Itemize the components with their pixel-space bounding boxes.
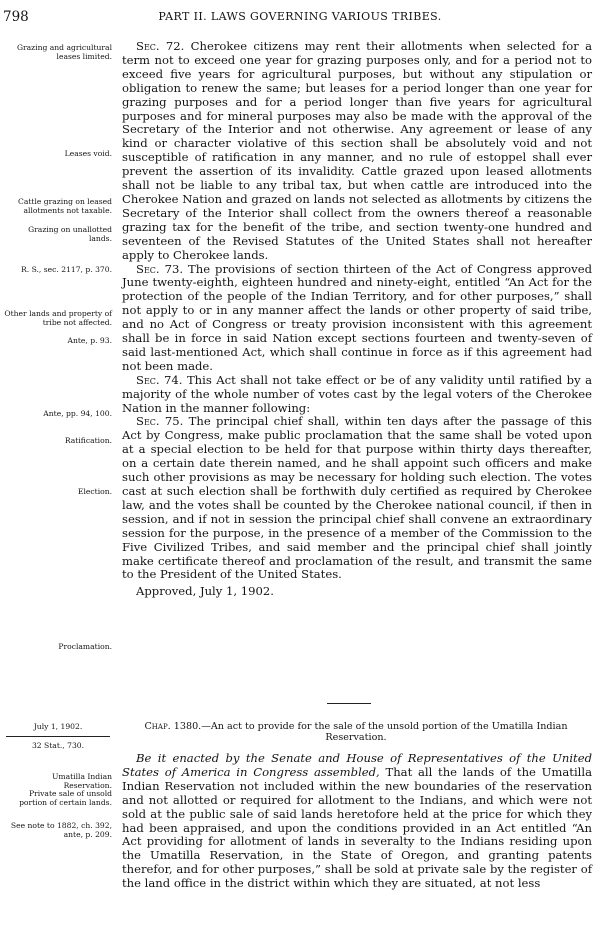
running-title: PART II. LAWS GOVERNING VARIOUS TRIBES.: [158, 10, 442, 23]
margin-note: Grazing and agricultural leases limited.: [16, 43, 112, 61]
margin-note: Ratification.: [64, 436, 112, 445]
section-text: This Act shall not take effect or be of any validity until ratified by a majority of the whole number of votes cast by the legal voters of the Cherokee Nation in the manner following:: [122, 372, 592, 415]
margin-rule: [6, 736, 110, 737]
main-text: [122, 40, 592, 599]
enacting-text: [122, 752, 592, 891]
margin-notes: [0, 0, 118, 932]
enacting-body: That all the lands of the Umatilla Indian Reservation not included within the new boundaries of the reservation and not allotted or required for allotment to the Indians, and which were not sold at the public sale of said lands heretofore held at the price for which they had been appraised, and upon the conditions provided in an Act entitled “An Act providing for allotment of lands in severalty to the Indians residing upon the Umatilla Reservation, in the State of Oregon, and granting patents therefor, and for other purposes,” shall be sold at private sale by the register of the land office in the district within which they are situated, at not less: [122, 764, 593, 891]
section-text: Cherokee citizens may rent their allotments when selected for a term not to exceed one year for grazing purposes only, and for a period not to exceed five years for agricultural purposes, but without any stipulation or obligation to renew the same; but leases for a period longer than one year for grazing purposes and for a period longer than five years for agricultural purposes and for mineral purposes may also be made with the approval of the Secretary of the Interior and not otherwise. Any agreement or lease of any kind or character violative of this section shall be absolutely void and not susceptible of ratification in any manner, and no rule of estoppel shall ever prevent the assertion of its invalidity. Cattle grazed upon leased allotments shall not be liable to any tribal tax, but when cattle are introduced into the Cherokee Nation and grazed on lands not selected as allotments by citizens the Secretary of the Interior shall collect from the owners thereof a reasonable grazing tax for the benefit of the tribe, and section twenty-one hundred and seventeen of the Revised Statutes of the United States shall not hereafter apply to Cherokee lands.: [122, 39, 593, 262]
section-72: [122, 40, 592, 263]
chapter-title: —An act to provide for the sale of the unsold portion of the Umatilla Indian Reservation.: [201, 721, 568, 743]
enacting-clause: Be it enacted by the Senate and House of Representatives of the United States of America in Congress assembled,: [122, 751, 592, 779]
section-text: The provisions of section thirteen of the Act of Congress approved June twenty-eighth, eighteen hundred and ninety-eight, entitled “An Act for the protection of the people of the Indian Territory, and for other purposes,” shall not apply to or in any manner affect the lands or other property of said tribe, and no Act of Congress or treaty provision inconsistent with this agreement shall be in force in said Nation except sections fourteen and twenty-seven of said last-mentioned Act, which shall continue in force as if this agreement had not been made.: [122, 261, 592, 373]
section-74: [122, 374, 592, 416]
page-number: 798: [3, 9, 29, 25]
section-label: Sec. 73.: [136, 261, 184, 276]
section-75: [122, 415, 592, 582]
margin-note: Ante, p. 93.: [67, 336, 112, 345]
section-73: [122, 263, 592, 374]
margin-note: Grazing on unallotted lands.: [28, 225, 112, 243]
margin-note: Private sale of unsold portion of certain lands.: [19, 789, 112, 807]
section-label: Sec. 72.: [136, 39, 185, 53]
margin-note: Leases void.: [64, 149, 112, 158]
section-label: Sec. 74.: [136, 372, 183, 387]
margin-note: See note to 1882, ch. 392, ante, p. 209.: [10, 821, 112, 839]
margin-note-date: July 1, 1902.: [33, 722, 83, 731]
margin-note-statute: 32 Stat., 730.: [31, 741, 85, 750]
margin-note: Election.: [77, 487, 112, 496]
margin-note: Other lands and property of tribe not affected.: [4, 309, 112, 327]
divider-rule: [327, 703, 371, 704]
margin-note: Ante, pp. 94, 100.: [43, 409, 112, 418]
margin-note: Umatilla Indian Reservation.: [51, 772, 112, 790]
margin-note: R. S., sec. 2117, p. 370.: [21, 265, 112, 274]
chapter-label: Chap. 1380.: [144, 721, 202, 732]
margin-note: Cattle grazing on leased allotments not taxable.: [18, 197, 112, 215]
approved-line: Approved, July 1, 1902.: [136, 584, 274, 599]
section-text: The principal chief shall, within ten days after the passage of this Act by Congress, make public proclamation that the same shall be voted upon at a special election to be held for that purpose within thirty days thereafter, on a certain date therein named, and he shall appoint such officers and make such other provisions as may be necessary for holding such election. The votes cast at such election shall be forthwith duly certified as required by Cherokee law, and the votes shall be counted by the Cherokee national council, if then in session, and if not in session the principal chief shall convene an extraordinary session for the purpose, in the presence of a member of the Commission to the Five Civilized Tribes, and said member and the principal chief shall jointly make certificate thereof and proclamation of the result, and transmit the same to the President of the United States.: [122, 414, 593, 582]
section-label: Sec. 75.: [136, 414, 184, 429]
chapter-heading: [122, 721, 590, 743]
margin-note: Proclamation.: [58, 642, 112, 651]
enacting-paragraph: [122, 752, 592, 891]
